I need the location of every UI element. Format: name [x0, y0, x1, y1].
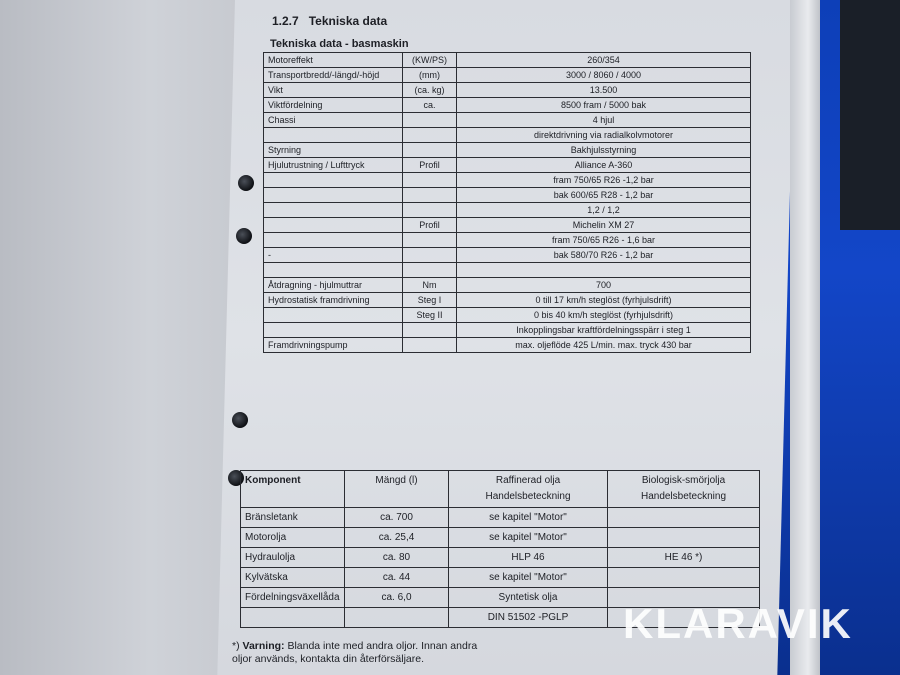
spec-label: Hydrostatisk framdrivning: [264, 293, 403, 308]
spec-label: Åtdragning - hjulmuttrar: [264, 278, 403, 293]
spec-value: bak 580/70 R26 - 1,2 bar: [457, 248, 751, 263]
spec-unit: [403, 203, 457, 218]
spec-unit: Profil: [403, 158, 457, 173]
fluid-amount: ca. 700: [345, 508, 449, 528]
spec-label: [264, 323, 403, 338]
spec-value: 13.500: [457, 83, 751, 98]
spec-unit: [403, 173, 457, 188]
spec-row: [264, 233, 751, 248]
section-number: 1.2.7: [272, 14, 299, 28]
spec-label: [264, 308, 403, 323]
fluid-refined: se kapitel "Motor": [449, 508, 608, 528]
fluid-component: Bränsletank: [241, 508, 345, 528]
spec-table: [263, 52, 751, 353]
warning-text: Blanda inte med andra oljor. Innan andra oljor används, kontakta din återförsäljare.: [232, 640, 478, 665]
spec-label: Hjulutrustning / Lufttryck: [264, 158, 403, 173]
spec-value: direktdrivning via radialkolvmotorer: [457, 128, 751, 143]
fluid-amount: ca. 44: [345, 568, 449, 588]
fluid-amount: ca. 80: [345, 548, 449, 568]
spec-label: [264, 203, 403, 218]
spec-value: 260/354: [457, 53, 751, 68]
fluid-amount: ca. 25,4: [345, 528, 449, 548]
spec-value: max. oljeflöde 425 L/min. max. tryck 430 bar: [457, 338, 751, 353]
spec-label: -: [264, 248, 403, 263]
spec-label: Chassi: [264, 113, 403, 128]
spec-row: [264, 203, 751, 218]
spec-unit: [403, 233, 457, 248]
spec-row: [264, 53, 751, 68]
header-component: Komponent: [241, 471, 345, 508]
spec-row: [264, 323, 751, 338]
spec-unit: [403, 188, 457, 203]
spec-value: 0 bis 40 km/h steglöst (fyrhjulsdrift): [457, 308, 751, 323]
spec-label: [264, 218, 403, 233]
spec-value: Alliance A-360: [457, 158, 751, 173]
spec-label: [264, 188, 403, 203]
spec-value: [457, 263, 751, 278]
fluid-bio: [608, 528, 760, 548]
spec-value: fram 750/65 R26 - 1,6 bar: [457, 233, 751, 248]
warning-marker: *): [232, 640, 240, 652]
fluid-amount: ca. 6,0: [345, 588, 449, 608]
spec-row: [264, 308, 751, 323]
spec-value: 700: [457, 278, 751, 293]
fluid-component: Hydraulolja: [241, 548, 345, 568]
klaravik-watermark: KLARAVIK: [623, 600, 853, 647]
spec-row: [264, 293, 751, 308]
fluid-component: Fördelningsväxellåda: [241, 588, 345, 608]
spec-unit: (mm): [403, 68, 457, 83]
spec-value: 8500 fram / 5000 bak: [457, 98, 751, 113]
spec-value: 0 till 17 km/h steglöst (fyrhjulsdrift): [457, 293, 751, 308]
spec-unit: [403, 263, 457, 278]
spec-value: Michelin XM 27: [457, 218, 751, 233]
fluid-refined: DIN 51502 -PGLP: [449, 608, 608, 628]
fluid-component: Motorolja: [241, 528, 345, 548]
warning-label: Varning:: [242, 640, 285, 652]
spec-label: [264, 173, 403, 188]
spec-unit: Steg II: [403, 308, 457, 323]
spec-row: [264, 188, 751, 203]
spec-unit: [403, 248, 457, 263]
spec-unit: Nm: [403, 278, 457, 293]
spec-label: [264, 263, 403, 278]
section-title: Tekniska data: [308, 14, 388, 28]
spec-row: [264, 248, 751, 263]
spec-row: [264, 98, 751, 113]
fluid-refined: se kapitel "Motor": [449, 528, 608, 548]
fluid-bio: [608, 508, 760, 528]
spec-label: Viktfördelning: [264, 98, 403, 113]
fluid-row: [241, 508, 760, 528]
spec-unit: [403, 323, 457, 338]
spec-value: fram 750/65 R26 -1,2 bar: [457, 173, 751, 188]
spec-row: [264, 278, 751, 293]
spec-unit: ca.: [403, 98, 457, 113]
spec-label: [264, 128, 403, 143]
spec-label: Motoreffekt: [264, 53, 403, 68]
spec-label: [264, 233, 403, 248]
spec-row: [264, 263, 751, 278]
fluid-refined: Syntetisk olja: [449, 588, 608, 608]
spec-row: [264, 113, 751, 128]
fluid-refined: HLP 46: [449, 548, 608, 568]
spec-unit: (KW/PS): [403, 53, 457, 68]
spec-value: bak 600/65 R28 - 1,2 bar: [457, 188, 751, 203]
header-amount: Mängd (l): [345, 471, 449, 508]
spec-row: [264, 173, 751, 188]
spec-label: Transportbredd/-längd/-höjd: [264, 68, 403, 83]
spec-label: Framdrivningspump: [264, 338, 403, 353]
spec-unit: Steg I: [403, 293, 457, 308]
fluids-header-row: [241, 471, 760, 508]
fluid-row: [241, 548, 760, 568]
fluid-amount: [345, 608, 449, 628]
spec-value: 1,2 / 1,2: [457, 203, 751, 218]
fluid-row: [241, 528, 760, 548]
fluid-component: Kylvätska: [241, 568, 345, 588]
spec-label: Styrning: [264, 143, 403, 158]
spec-value: 4 hjul: [457, 113, 751, 128]
spec-unit: [403, 128, 457, 143]
spec-unit: (ca. kg): [403, 83, 457, 98]
spec-row: [264, 338, 751, 353]
spec-unit: [403, 143, 457, 158]
spec-row: [264, 68, 751, 83]
spec-unit: [403, 338, 457, 353]
warning-note: [232, 640, 492, 666]
fluid-bio: HE 46 *): [608, 548, 760, 568]
spec-unit: [403, 113, 457, 128]
spec-row: [264, 218, 751, 233]
spec-row: [264, 128, 751, 143]
fluid-component: [241, 608, 345, 628]
spec-row: [264, 83, 751, 98]
fluid-bio: [608, 568, 760, 588]
spec-row: [264, 158, 751, 173]
spec-value: Inkopplingsbar kraftfördelningsspärr i steg 1: [457, 323, 751, 338]
spec-label: Vikt: [264, 83, 403, 98]
section-heading: [272, 14, 397, 28]
spec-unit: Profil: [403, 218, 457, 233]
fluid-refined: se kapitel "Motor": [449, 568, 608, 588]
spec-row: [264, 143, 751, 158]
header-bio: Biologisk-smörjolja Handelsbeteckning: [608, 471, 760, 508]
spec-value: 3000 / 8060 / 4000: [457, 68, 751, 83]
header-refined: Raffinerad olja Handelsbeteckning: [449, 471, 608, 508]
table-title: Tekniska data - basmaskin: [270, 38, 409, 50]
spec-value: Bakhjulsstyrning: [457, 143, 751, 158]
fluid-row: [241, 568, 760, 588]
